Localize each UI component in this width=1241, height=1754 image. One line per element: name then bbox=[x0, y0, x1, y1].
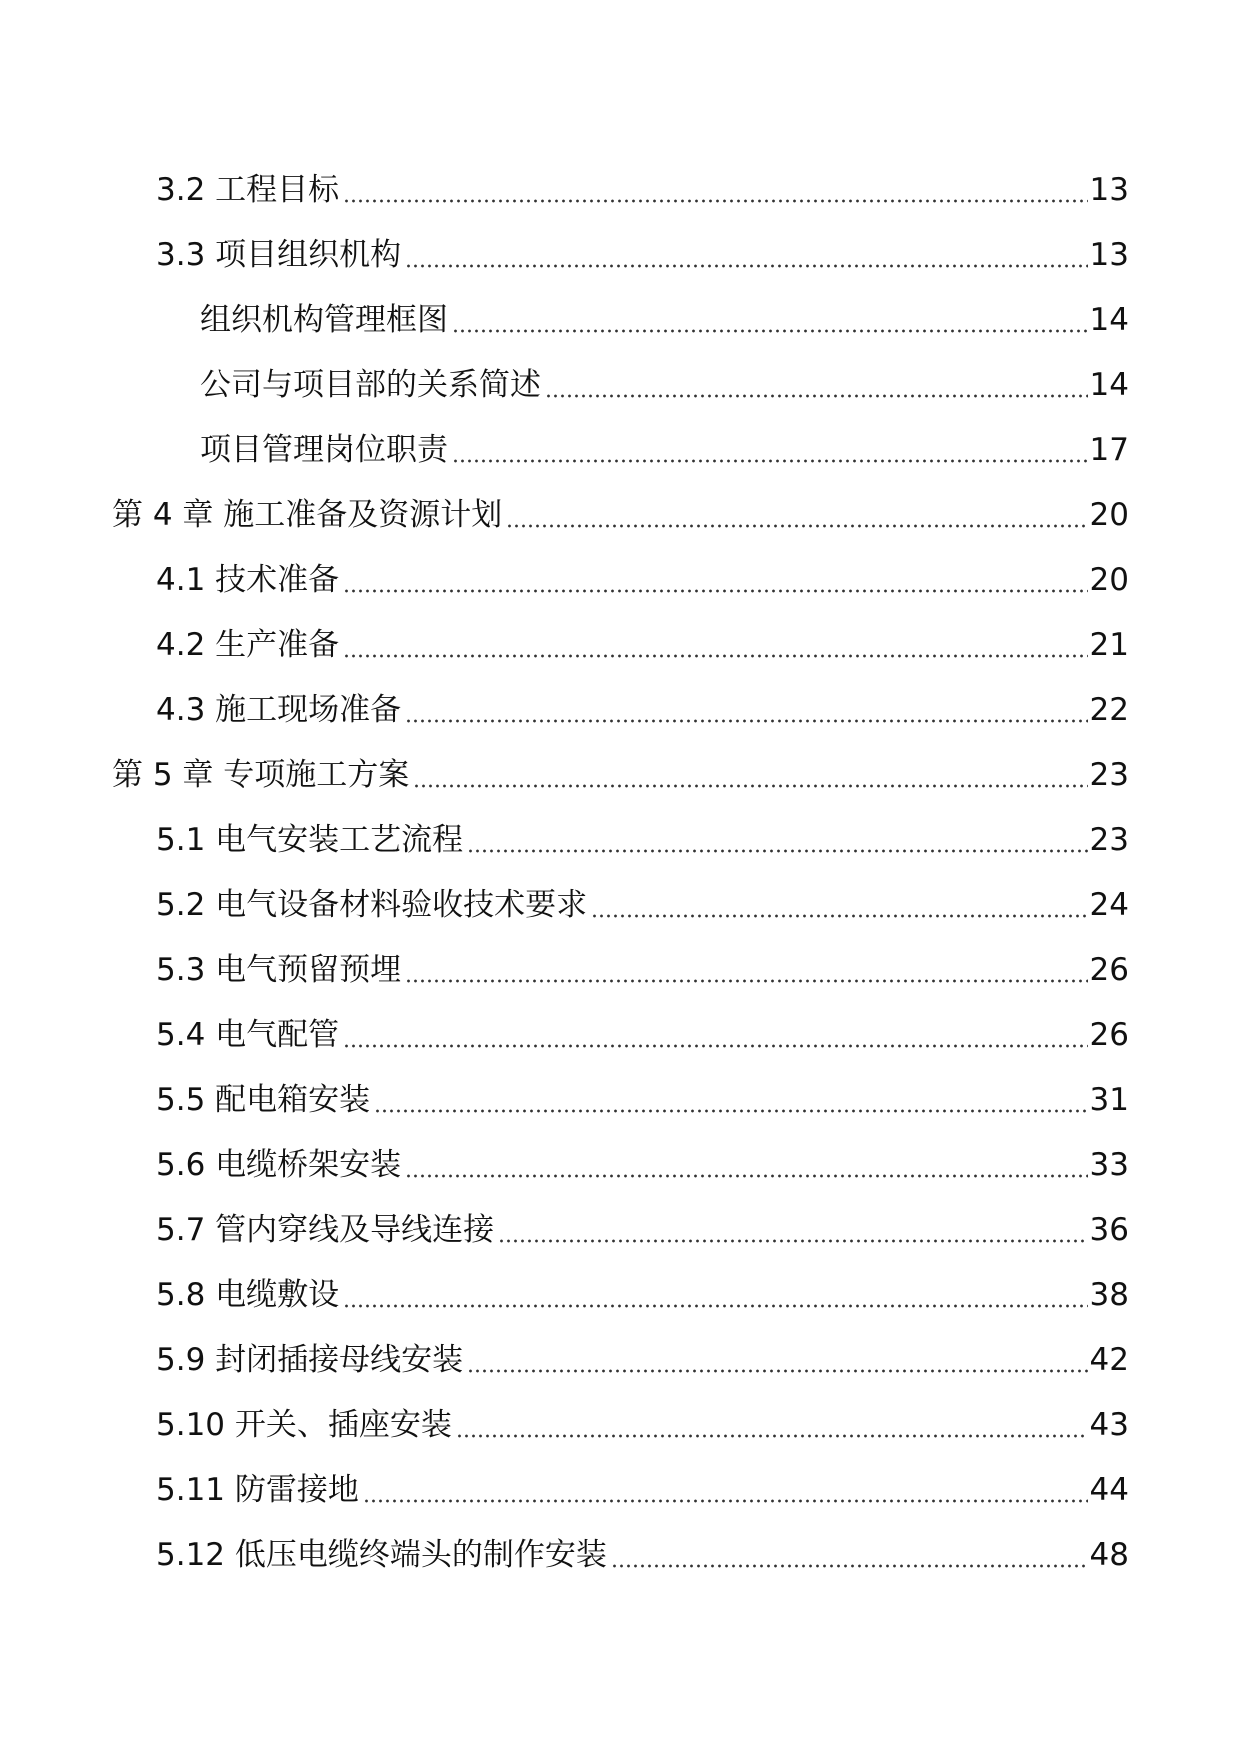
toc-entry-page: 44 bbox=[1089, 1472, 1129, 1508]
toc-entry-page: 22 bbox=[1089, 692, 1129, 728]
toc-entry-page: 26 bbox=[1089, 952, 1129, 988]
toc-entry-title: 5.6 电缆桥架安装 bbox=[156, 1147, 402, 1183]
toc-entry[interactable] bbox=[156, 1460, 1129, 1510]
toc-entry-page: 42 bbox=[1089, 1342, 1129, 1378]
dot-leader bbox=[363, 1498, 1088, 1504]
toc-entry-page: 24 bbox=[1089, 887, 1129, 923]
toc-entry-page: 20 bbox=[1089, 562, 1129, 598]
dot-leader bbox=[405, 263, 1087, 269]
toc-entry[interactable] bbox=[156, 1070, 1129, 1120]
toc-entry-title: 5.3 电气预留预埋 bbox=[156, 952, 402, 988]
toc-entry-page: 17 bbox=[1089, 432, 1129, 468]
toc-entry[interactable] bbox=[156, 615, 1129, 665]
toc-entry[interactable] bbox=[200, 420, 1129, 470]
dot-leader bbox=[343, 588, 1087, 594]
toc-entry-title: 第 5 章 专项施工方案 bbox=[112, 757, 410, 793]
dot-leader bbox=[467, 1368, 1087, 1374]
toc-entry-page: 33 bbox=[1089, 1147, 1129, 1183]
toc-entry[interactable] bbox=[156, 680, 1129, 730]
toc-entry[interactable] bbox=[156, 1265, 1129, 1315]
dot-leader bbox=[506, 523, 1087, 529]
dot-leader bbox=[343, 198, 1087, 204]
toc-entry-title: 第 4 章 施工准备及资源计划 bbox=[112, 497, 503, 533]
toc-entry-page: 21 bbox=[1089, 627, 1129, 663]
toc-entry[interactable] bbox=[156, 1200, 1129, 1250]
toc-entry-title: 5.10 开关、插座安装 bbox=[156, 1407, 452, 1443]
dot-leader bbox=[545, 393, 1088, 399]
dot-leader bbox=[498, 1238, 1087, 1244]
toc-entry-page: 48 bbox=[1089, 1537, 1129, 1573]
toc-entry-title: 项目管理岗位职责 bbox=[200, 432, 448, 468]
dot-leader bbox=[456, 1433, 1088, 1439]
toc-entry-title: 3.2 工程目标 bbox=[156, 172, 340, 208]
toc-entry-title: 5.8 电缆敷设 bbox=[156, 1277, 340, 1313]
toc-entry[interactable] bbox=[200, 290, 1129, 340]
dot-leader bbox=[467, 848, 1087, 854]
toc-entry-page: 20 bbox=[1089, 497, 1129, 533]
dot-leader bbox=[405, 1173, 1087, 1179]
toc-entry-page: 26 bbox=[1089, 1017, 1129, 1053]
dot-leader bbox=[413, 783, 1087, 789]
toc-entry-title: 5.11 防雷接地 bbox=[156, 1472, 359, 1508]
toc-entry-title: 公司与项目部的关系简述 bbox=[200, 367, 541, 403]
toc-entry-title: 5.1 电气安装工艺流程 bbox=[156, 822, 464, 858]
toc-entry[interactable] bbox=[156, 810, 1129, 860]
toc-chapter-entry[interactable] bbox=[112, 745, 1129, 795]
toc-entry-page: 23 bbox=[1089, 822, 1129, 858]
toc-entry-title: 5.7 管内穿线及导线连接 bbox=[156, 1212, 495, 1248]
dot-leader bbox=[405, 718, 1087, 724]
dot-leader bbox=[591, 913, 1087, 919]
toc-entry-title: 5.2 电气设备材料验收技术要求 bbox=[156, 887, 588, 923]
toc-entry[interactable] bbox=[156, 940, 1129, 990]
toc-chapter-entry[interactable] bbox=[112, 485, 1129, 535]
toc-entry[interactable] bbox=[156, 1330, 1129, 1380]
toc-entry-page: 31 bbox=[1089, 1082, 1129, 1118]
toc-entry-title: 4.3 施工现场准备 bbox=[156, 692, 402, 728]
toc-entry-page: 43 bbox=[1089, 1407, 1129, 1443]
toc-entry-page: 13 bbox=[1089, 237, 1129, 273]
toc-entry[interactable] bbox=[156, 875, 1129, 925]
dot-leader bbox=[343, 653, 1087, 659]
toc-entry[interactable] bbox=[156, 225, 1129, 275]
toc-entry[interactable] bbox=[156, 1005, 1129, 1055]
toc-entry-page: 14 bbox=[1089, 367, 1129, 403]
toc-entry[interactable] bbox=[156, 160, 1129, 210]
toc-entry-title: 5.4 电气配管 bbox=[156, 1017, 340, 1053]
toc-entry[interactable] bbox=[156, 1525, 1129, 1575]
toc-entry-title: 5.12 低压电缆终端头的制作安装 bbox=[156, 1537, 607, 1573]
toc-entry-page: 36 bbox=[1089, 1212, 1129, 1248]
dot-leader bbox=[343, 1303, 1087, 1309]
toc-entry[interactable] bbox=[156, 1135, 1129, 1185]
toc-entry-page: 13 bbox=[1089, 172, 1129, 208]
dot-leader bbox=[452, 458, 1088, 464]
toc-entry[interactable] bbox=[200, 355, 1129, 405]
toc-entry[interactable] bbox=[156, 550, 1129, 600]
toc-entry-title: 3.3 项目组织机构 bbox=[156, 237, 402, 273]
toc-entry-title: 4.2 生产准备 bbox=[156, 627, 340, 663]
toc-entry-page: 23 bbox=[1089, 757, 1129, 793]
toc-entry-page: 14 bbox=[1089, 302, 1129, 338]
dot-leader bbox=[374, 1108, 1087, 1114]
toc-entry-title: 5.9 封闭插接母线安装 bbox=[156, 1342, 464, 1378]
dot-leader bbox=[405, 978, 1087, 984]
dot-leader bbox=[343, 1043, 1087, 1049]
dot-leader bbox=[452, 328, 1088, 334]
toc-entry-title: 组织机构管理框图 bbox=[200, 302, 448, 338]
toc-entry-title: 5.5 配电箱安装 bbox=[156, 1082, 371, 1118]
toc-entry-title: 4.1 技术准备 bbox=[156, 562, 340, 598]
toc-entry-page: 38 bbox=[1089, 1277, 1129, 1313]
dot-leader bbox=[611, 1563, 1088, 1569]
toc-entry[interactable] bbox=[156, 1395, 1129, 1445]
